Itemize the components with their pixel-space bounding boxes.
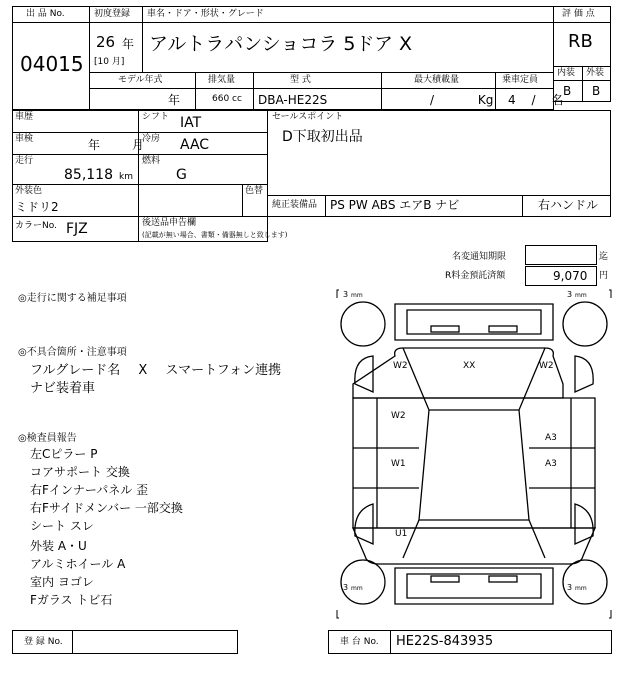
rating-value: RB [568, 31, 593, 52]
sales-point-label: セールスポイント [272, 112, 344, 122]
chassis-label: 車 台 No. [340, 637, 379, 647]
inspector-line: アルミホイール A [30, 557, 126, 571]
defects-heading: ◎不具合箇所・注意事項 [18, 347, 127, 358]
model-type-label: 型 式 [290, 75, 311, 85]
exterior-color-value: ミドリ2 [15, 200, 59, 214]
sales-point-value: D下取初出品 [282, 129, 363, 145]
wheel-rear-left [341, 560, 385, 604]
recycle-value: 9,070 [553, 269, 588, 283]
damage-mark-left-door: W1 [391, 459, 406, 469]
damage-mark-front-right-fender: W2 [539, 361, 554, 371]
inspection-value: 年 月 [88, 138, 144, 152]
lot-number: 04015 [20, 52, 84, 76]
inspector-line: 左Cピラー P [30, 447, 98, 461]
tread-unit: mm [575, 292, 587, 299]
max-load-label: 最大積載量 [414, 75, 460, 85]
repaint-label: 色替 [245, 186, 264, 196]
exterior-label: 外装 [586, 68, 605, 78]
exterior-grade: B [592, 84, 601, 98]
model-type-value: DBA-HE22S [258, 93, 328, 107]
inspector-line: 右Fインナーパネル 歪 [30, 483, 149, 497]
capacity-label: 乗車定員 [502, 75, 539, 85]
fuel-value: G [176, 167, 187, 183]
chassis-no: HE22S-843935 [396, 634, 494, 649]
ac-label: 冷房 [142, 134, 161, 144]
damage-mark-rear-left: U1 [395, 529, 408, 539]
inspector-line: シート スレ [30, 519, 94, 533]
defect-line-2: ナビ装着車 [30, 381, 96, 396]
aftermarket-note: (記載が無い場合、書類・備器無しと致します) [142, 231, 288, 239]
model-year-unit: 年 [168, 93, 181, 107]
tread-label: 3 [343, 290, 349, 299]
reg-no-label: 登 録 No. [24, 637, 63, 647]
defect-line-1: フルグレード名 X スマートフォン連携 [30, 363, 282, 378]
notice-field [525, 245, 597, 265]
hood [353, 348, 563, 398]
genuine-equip-value: PS PW ABS エアB ナビ [330, 198, 460, 212]
tread-label: 3 [343, 583, 349, 592]
model-year-label: モデル年式 [118, 75, 163, 85]
steering-value: 右ハンドル [538, 198, 599, 212]
damage-mark-windshield: XX [463, 361, 476, 371]
tread-label: 3 [567, 583, 573, 592]
first-reg-year: 26 [96, 33, 116, 51]
wheel-front-left [341, 302, 385, 346]
recycle-unit: 円 [599, 271, 609, 281]
max-load-value: / Kg [430, 93, 494, 107]
mileage-unit: km [119, 172, 133, 182]
tread-unit: mm [575, 585, 587, 592]
car-name-label: 車名・ドア・形状・グレード [147, 9, 264, 19]
notice-unit: 迄 [599, 252, 609, 262]
genuine-equip-label: 純正装備品 [272, 200, 318, 210]
exterior-color-label: 外装色 [15, 186, 43, 196]
first-reg-month: [10 月] [94, 57, 125, 67]
rear-window [403, 520, 545, 558]
capacity-value: 4 / 名 [508, 93, 564, 107]
aftermarket-label: 後送品申告欄 [142, 218, 197, 228]
taillight [489, 576, 517, 582]
wheel-rear-right [563, 560, 607, 604]
interior-grade: B [563, 84, 572, 98]
car-damage-diagram [333, 288, 615, 620]
wheel-front-right [563, 302, 607, 346]
color-no-value: FJZ [66, 221, 88, 237]
body [353, 398, 595, 528]
inspector-line: 室内 ヨゴレ [30, 575, 94, 589]
displacement-value: 660 cc [212, 94, 242, 104]
roof [419, 410, 529, 520]
tread-unit: mm [351, 292, 363, 299]
damage-mark-front-left-fender: W2 [393, 361, 408, 371]
inspector-heading: ◎検査員報告 [18, 433, 77, 444]
shift-value: IAT [180, 115, 202, 131]
fender-front-right [575, 356, 593, 392]
damage-mark-right-rear-door: A3 [545, 459, 557, 469]
trunk [353, 528, 595, 564]
first-reg-year-unit: 年 [122, 37, 135, 51]
sales-point-box [267, 110, 611, 196]
displacement-label: 排気量 [208, 75, 236, 85]
tread-label: 3 [567, 290, 573, 299]
recycle-label: R料金預託済額 [445, 271, 506, 281]
headlight [431, 326, 459, 332]
notice-label: 名変通知期限 [452, 252, 507, 262]
car-name: アルトラパンショコラ 5ドア X [149, 33, 412, 55]
mileage-value: 85,118 [64, 167, 113, 183]
damage-mark-right-front-door: A3 [545, 433, 557, 443]
inspector-line: 外装 A・U [30, 539, 87, 553]
first-reg-label: 初度登録 [94, 9, 131, 19]
tread-unit: mm [351, 585, 363, 592]
fuel-label: 燃料 [142, 156, 161, 166]
rating-label: 評 価 点 [562, 9, 595, 19]
taillight [431, 576, 459, 582]
fender-front-left [355, 356, 373, 392]
color-no-label: カラーNo. [15, 221, 57, 231]
windshield [403, 348, 545, 410]
mileage-label: 走行 [15, 156, 34, 166]
inspection-label: 車検 [15, 134, 34, 144]
driving-notes-heading: ◎走行に関する補足事項 [18, 293, 127, 304]
interior-label: 内装 [557, 68, 576, 78]
inspector-line: 右Fサイドメンバー 一部交換 [30, 501, 183, 515]
lot-number-label: 出 品 No. [26, 9, 65, 19]
inspector-line: コアサポート 交換 [30, 465, 130, 479]
history-label: 車歴 [15, 112, 34, 122]
shift-label: シフト [142, 112, 170, 122]
inspector-line: Fガラス トビ石 [30, 593, 113, 607]
damage-mark-left-pillar: W2 [391, 411, 406, 421]
ac-value: AAC [180, 137, 210, 153]
headlight [489, 326, 517, 332]
